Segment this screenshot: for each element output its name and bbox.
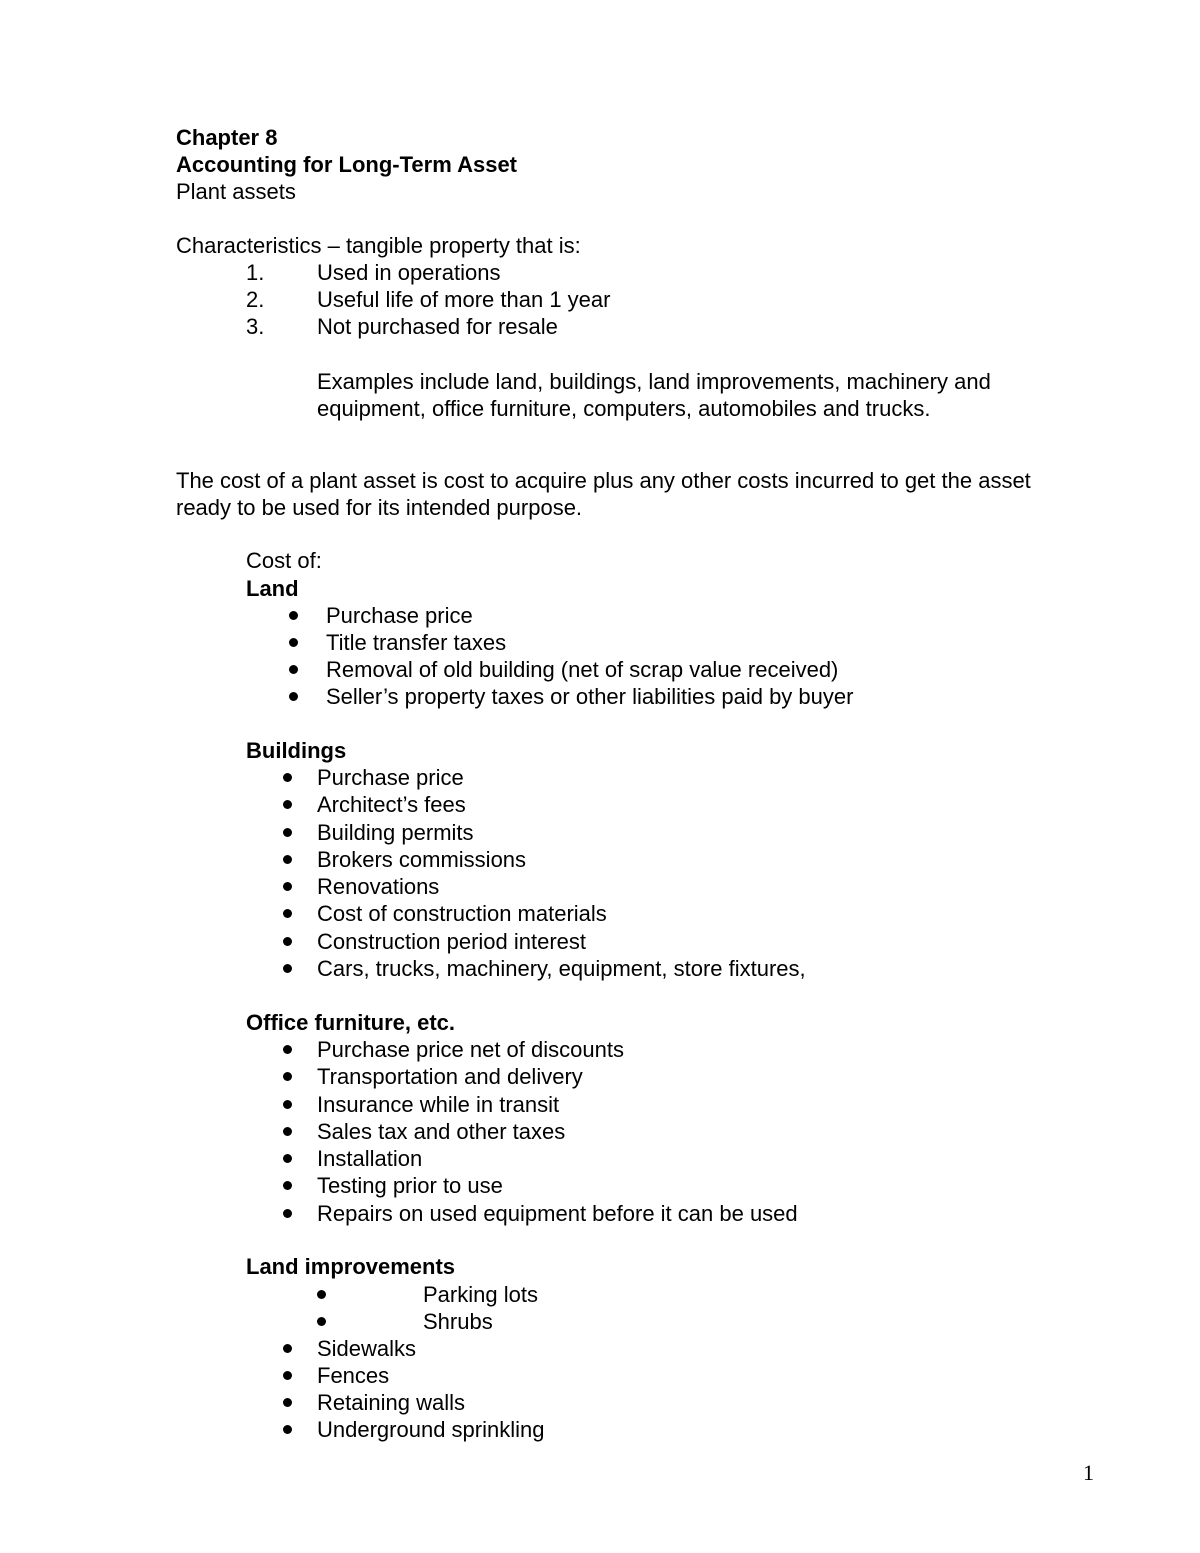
list-item: Parking lots [423, 1282, 538, 1307]
bullet-icon [317, 1290, 326, 1299]
bullet-icon [283, 964, 292, 973]
examples-text: Examples include land, buildings, land improvements, machinery and [317, 369, 991, 394]
bullet-icon [283, 1072, 292, 1081]
bullet-icon [283, 855, 292, 864]
list-item: Renovations [317, 874, 440, 899]
chapter-label: Chapter 8 [176, 125, 278, 150]
bullet-icon [283, 800, 292, 809]
list-item: Transportation and delivery [317, 1064, 583, 1089]
bullet-icon [283, 1425, 292, 1434]
bullet-icon [283, 1344, 292, 1353]
bullet-icon [283, 1181, 292, 1190]
list-item: Architect’s fees [317, 792, 466, 817]
list-item: Underground sprinkling [317, 1417, 545, 1442]
list-item: Installation [317, 1146, 423, 1171]
bullet-icon [283, 1127, 292, 1136]
bullet-icon [283, 1371, 292, 1380]
bullet-icon [283, 1100, 292, 1109]
bullet-icon [283, 1398, 292, 1407]
bullet-icon [283, 882, 292, 891]
list-item: Sidewalks [317, 1336, 417, 1361]
cost-paragraph: ready to be used for its intended purpose. [176, 495, 583, 520]
section-heading-land-improvements: Land improvements [246, 1254, 456, 1279]
list-number: 1. [246, 260, 265, 285]
page-number: 1 [1083, 1460, 1094, 1485]
list-item: Not purchased for resale [317, 314, 558, 339]
list-number: 2. [246, 287, 265, 312]
bullet-icon [289, 665, 298, 674]
section-heading-buildings: Buildings [246, 738, 347, 763]
list-item: Cost of construction materials [317, 901, 607, 926]
bullet-icon [317, 1317, 326, 1326]
list-item: Title transfer taxes [326, 630, 507, 655]
document-title: Accounting for Long-Term Asset [176, 152, 517, 177]
section-subtitle: Plant assets [176, 179, 296, 204]
examples-text: equipment, office furniture, computers, automobiles and trucks. [317, 396, 931, 421]
section-heading-office-furniture: Office furniture, etc. [246, 1010, 456, 1035]
list-item: Fences [317, 1363, 390, 1388]
list-item: Purchase price [326, 603, 473, 628]
list-item: Construction period interest [317, 929, 587, 954]
list-item: Retaining walls [317, 1390, 465, 1415]
bullet-icon [283, 1209, 292, 1218]
list-item: Testing prior to use [317, 1173, 503, 1198]
characteristics-intro: Characteristics – tangible property that is: [176, 233, 581, 258]
list-item: Purchase price net of discounts [317, 1037, 624, 1062]
cost-paragraph: The cost of a plant asset is cost to acquire plus any other costs incurred to get the asset [176, 468, 1031, 493]
list-item: Shrubs [423, 1309, 493, 1334]
bullet-icon [289, 611, 298, 620]
list-item: Repairs on used equipment before it can be used [317, 1201, 798, 1226]
bullet-icon [283, 1154, 292, 1163]
list-number: 3. [246, 314, 265, 339]
bullet-icon [289, 638, 298, 647]
list-item: Used in operations [317, 260, 501, 285]
list-item: Brokers commissions [317, 847, 527, 872]
bullet-icon [283, 828, 292, 837]
list-item: Removal of old building (net of scrap value received) [326, 657, 839, 682]
list-item: Cars, trucks, machinery, equipment, store fixtures, [317, 956, 806, 981]
bullet-icon [283, 1045, 292, 1054]
list-item: Sales tax and other taxes [317, 1119, 566, 1144]
list-item: Building permits [317, 820, 474, 845]
cost-of-label: Cost of: [246, 548, 322, 573]
list-item: Purchase price [317, 765, 464, 790]
bullet-icon [283, 909, 292, 918]
list-item: Seller’s property taxes or other liabilities paid by buyer [326, 684, 854, 709]
list-item: Useful life of more than 1 year [317, 287, 611, 312]
bullet-icon [289, 692, 298, 701]
list-item: Insurance while in transit [317, 1092, 560, 1117]
bullet-icon [283, 937, 292, 946]
bullet-icon [283, 773, 292, 782]
section-heading-land: Land [246, 576, 299, 601]
